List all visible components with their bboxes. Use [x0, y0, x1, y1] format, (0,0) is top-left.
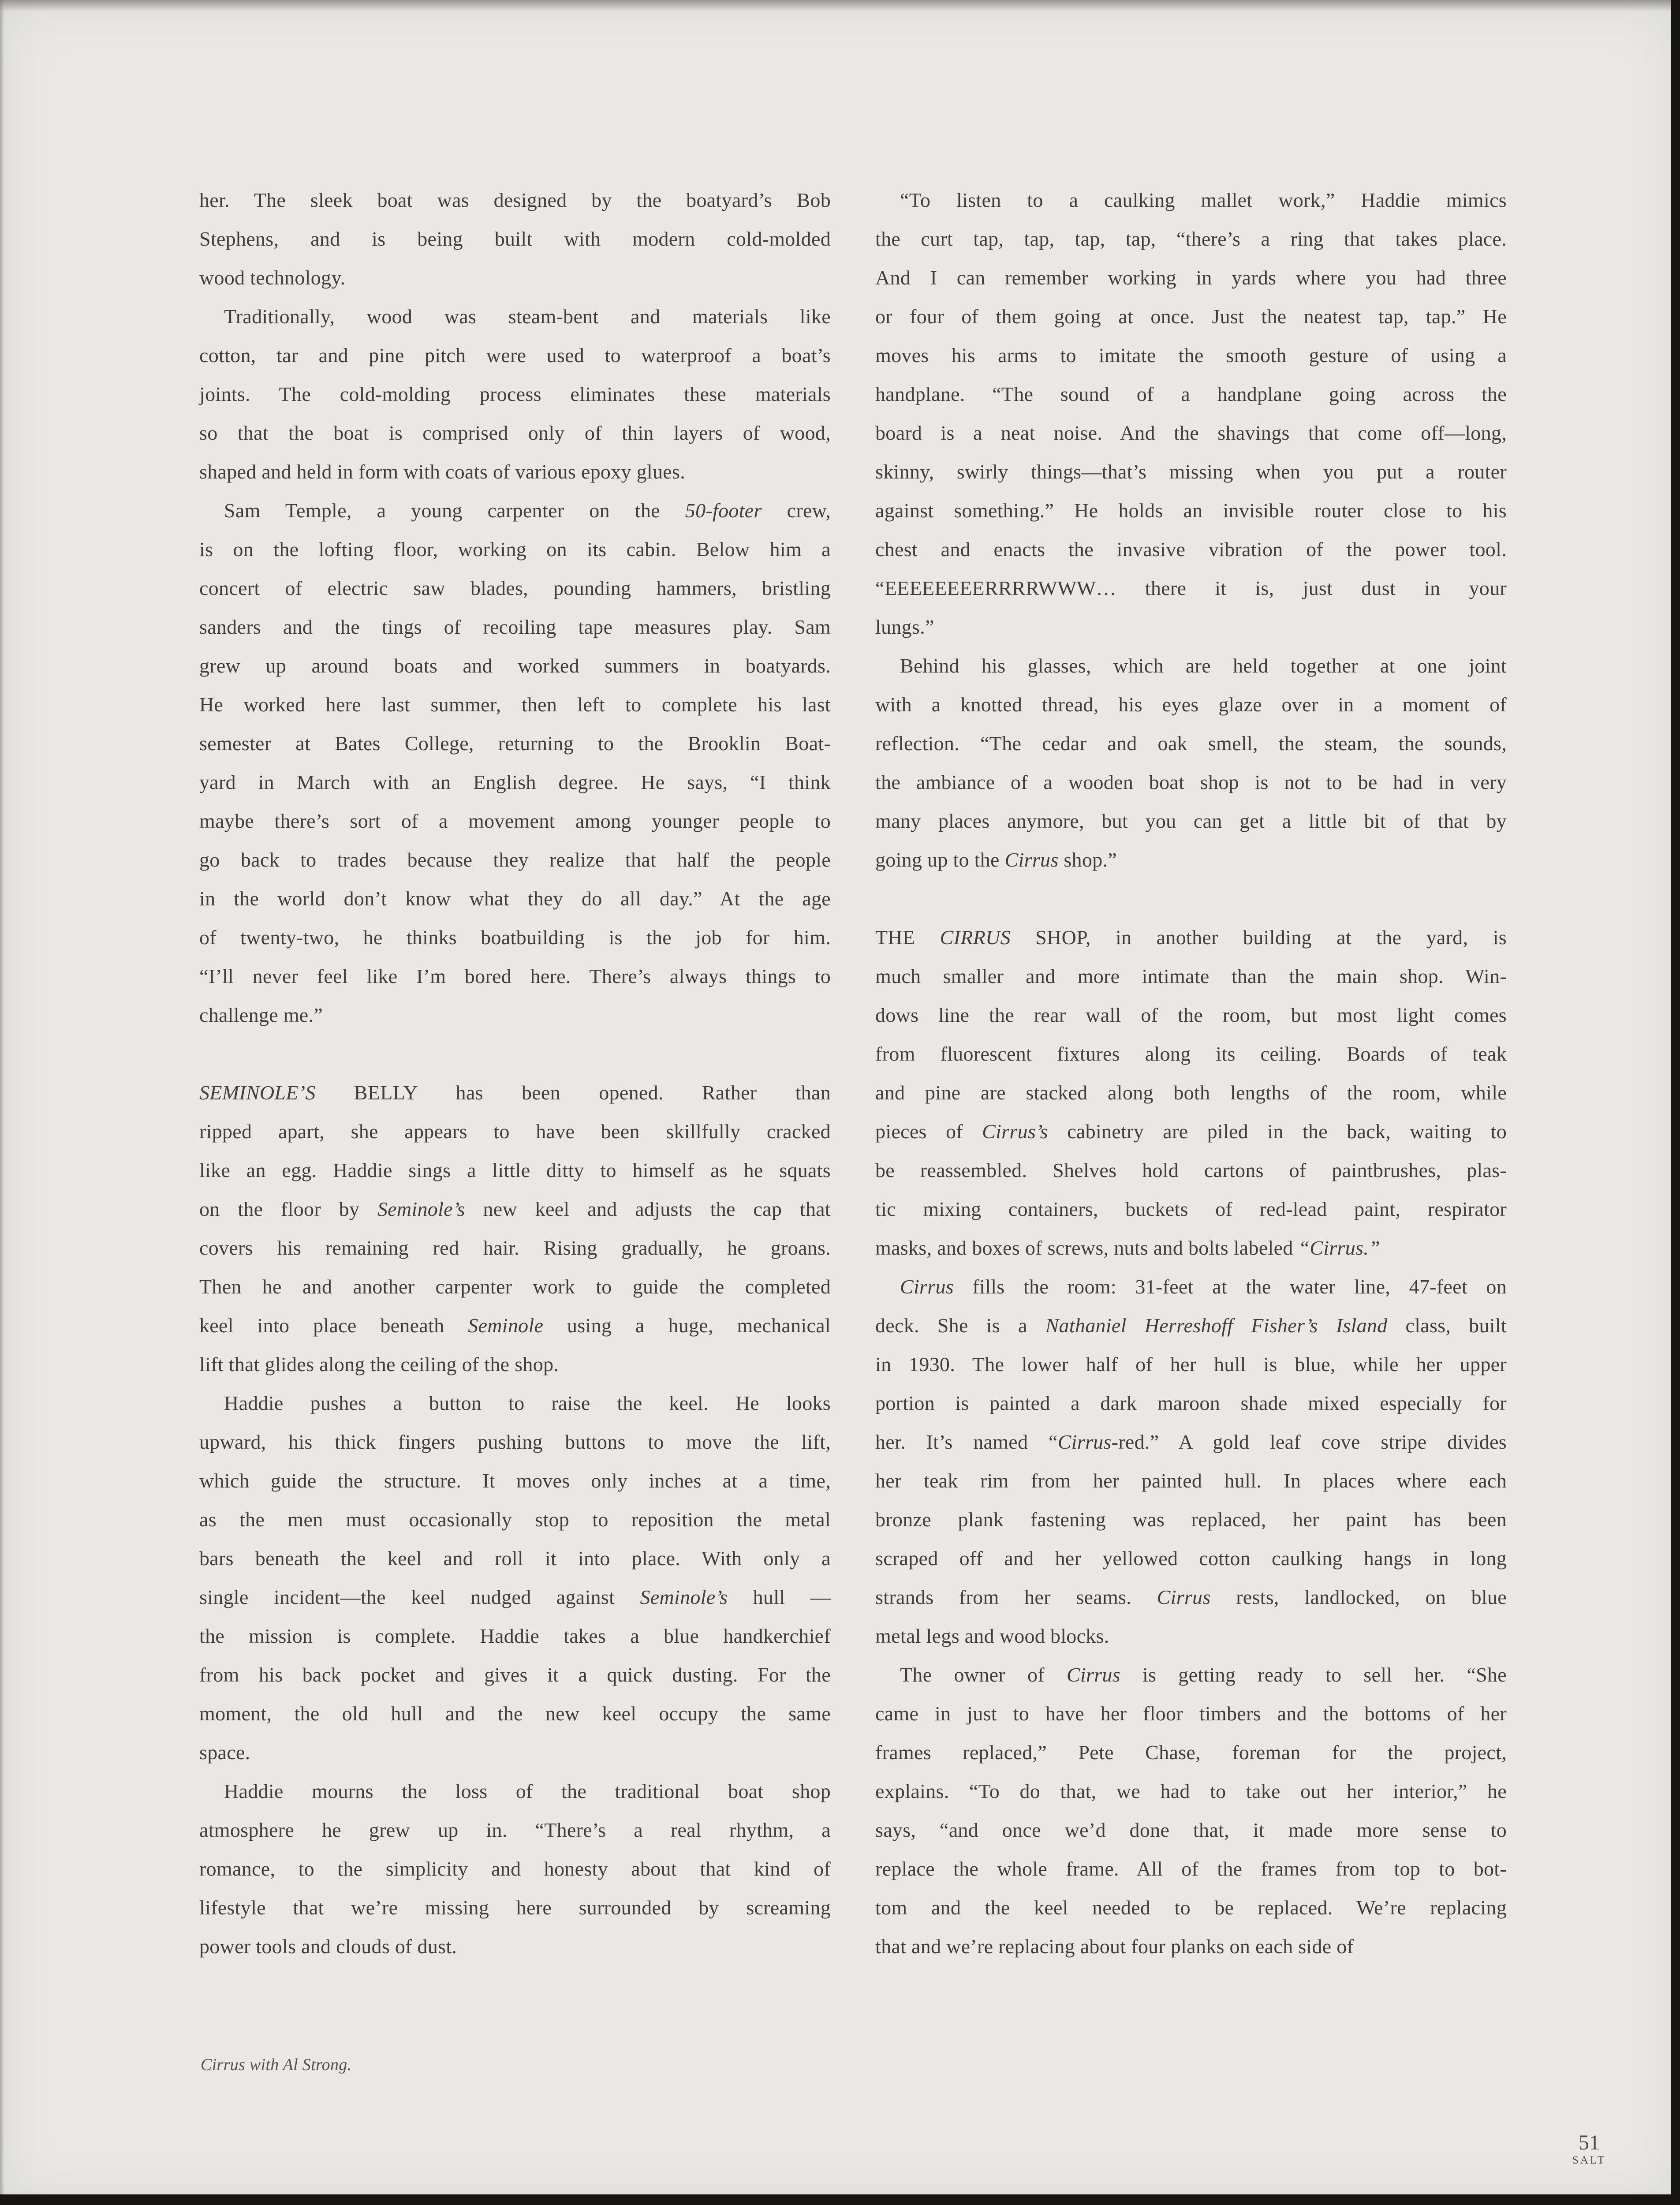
page-number: 51	[1579, 2131, 1600, 2154]
text-line: so that the boat is comprised only of thin layers of wood,	[199, 422, 831, 444]
text-line: single incident—the keel nudged against Seminole’s hull —	[199, 1586, 831, 1608]
text-line: from his back pocket and gives it a quick dusting. For the	[199, 1663, 831, 1686]
text-line: upward, his thick fingers pushing buttons to move the lift,	[199, 1431, 831, 1453]
paragraph	[875, 918, 1507, 1267]
text-column-left	[199, 181, 831, 1966]
text-line: masks, and boxes of screws, nuts and bolts labeled “Cirrus.”	[875, 1237, 1380, 1259]
text-line: in the world don’t know what they do all day.” At the age	[199, 887, 831, 910]
paragraph	[199, 491, 831, 1035]
text-line: moment, the old hull and the new keel occupy the same	[199, 1702, 831, 1725]
text-line: Sam Temple, a young carpenter on the 50-footer crew,	[224, 499, 831, 522]
text-line: bronze plank fastening was replaced, her paint has been	[875, 1508, 1507, 1531]
text-line: tic mixing containers, buckets of red-lead paint, respirator	[875, 1198, 1507, 1220]
text-line: going up to the Cirrus shop.”	[875, 848, 1117, 871]
text-line: wood technology.	[199, 266, 346, 289]
text-line: replace the whole frame. All of the frames from top to bot-	[875, 1857, 1507, 1880]
text-line: pieces of Cirrus’s cabinetry are piled in the back, waiting to	[875, 1120, 1507, 1143]
text-line: with a knotted thread, his eyes glaze over in a moment of	[875, 693, 1507, 716]
text-line: like an egg. Haddie sings a little ditty to himself as he squats	[199, 1159, 831, 1181]
text-line: the ambiance of a wooden boat shop is not to be had in very	[875, 771, 1507, 793]
text-line: handplane. “The sound of a handplane going across the	[875, 383, 1507, 405]
text-line: says, “and once we’d done that, it made more sense to	[875, 1819, 1507, 1841]
text-line: moves his arms to imitate the smooth gesture of using a	[875, 344, 1507, 366]
text-line: the mission is complete. Haddie takes a blue handkerchief	[199, 1625, 831, 1647]
text-line: bars beneath the keel and roll it into place. With only a	[199, 1547, 831, 1570]
text-line: is on the lofting floor, working on its cabin. Below him a	[199, 538, 831, 561]
magazine-name: SALT	[1572, 2154, 1606, 2166]
paragraph	[199, 1384, 831, 1772]
text-line: tom and the keel needed to be replaced. We’re replacing	[875, 1896, 1507, 1919]
text-line: lifestyle that we’re missing here surrounded by screaming	[199, 1896, 831, 1919]
text-line: or four of them going at once. Just the neatest tap, tap.” He	[875, 305, 1507, 328]
scan-edge-top	[0, 0, 1680, 11]
text-line: romance, to the simplicity and honesty about that kind of	[199, 1857, 831, 1880]
text-line: He worked here last summer, then left to complete his last	[199, 693, 831, 716]
text-line: skinny, swirly things—that’s missing when you put a router	[875, 460, 1507, 483]
text-line: Cirrus fills the room: 31-feet at the water line, 47-feet on	[900, 1275, 1507, 1298]
text-line: Then he and another carpenter work to guide the completed	[199, 1275, 831, 1298]
text-line: power tools and clouds of dust.	[199, 1935, 457, 1958]
text-line: joints. The cold-molding process eliminates these materials	[199, 383, 831, 405]
text-line: metal legs and wood blocks.	[875, 1625, 1109, 1647]
text-line: explains. “To do that, we had to take out her interior,” he	[875, 1780, 1507, 1802]
text-line: in 1930. The lower half of her hull is blue, while her upper	[875, 1353, 1507, 1375]
text-line: be reassembled. Shelves hold cartons of paintbrushes, plas-	[875, 1159, 1507, 1181]
text-line: ripped apart, she appears to have been skillfully cracked	[199, 1120, 831, 1143]
text-line: Behind his glasses, which are held together at one joint	[900, 654, 1507, 677]
text-line: space.	[199, 1741, 250, 1764]
text-line: THE CIRRUS SHOP, in another building at the yard, is	[875, 926, 1507, 949]
text-line: “EEEEEEEERRRRWWW… there it is, just dust in your	[875, 577, 1507, 599]
paragraph	[875, 1267, 1507, 1656]
text-line: semester at Bates College, returning to the Brooklin Boat-	[199, 732, 831, 755]
text-line: “I’ll never feel like I’m bored here. There’s always things to	[199, 965, 831, 987]
text-line: on the floor by Seminole’s new keel and adjusts the cap that	[199, 1198, 831, 1220]
text-line: Traditionally, wood was steam-bent and materials like	[224, 305, 831, 328]
text-line: covers his remaining red hair. Rising gradually, he groans.	[199, 1237, 831, 1259]
text-line: Haddie mourns the loss of the traditional boat shop	[224, 1780, 831, 1802]
text-line: cotton, tar and pine pitch were used to waterproof a boat’s	[199, 344, 831, 366]
text-line: “To listen to a caulking mallet work,” Haddie mimics	[900, 189, 1507, 211]
paragraph	[199, 297, 831, 491]
text-line: dows line the rear wall of the room, but most light comes	[875, 1004, 1507, 1026]
text-line: grew up around boats and worked summers in boatyards.	[199, 654, 831, 677]
text-line: maybe there’s sort of a movement among younger people to	[199, 810, 831, 832]
text-line: atmosphere he grew up in. “There’s a real rhythm, a	[199, 1819, 831, 1841]
text-line: many places anymore, but you can get a little bit of that by	[875, 810, 1507, 832]
text-line: deck. She is a Nathaniel Herreshoff Fisher’s Island class, built	[875, 1314, 1507, 1337]
text-line: board is a neat noise. And the shavings that come off—long,	[875, 422, 1507, 444]
text-line: lungs.”	[875, 616, 934, 638]
text-line: her. The sleek boat was designed by the boatyard’s Bob	[199, 189, 831, 211]
text-line: The owner of Cirrus is getting ready to sell her. “She	[900, 1663, 1507, 1686]
text-line: lift that glides along the ceiling of the shop.	[199, 1353, 559, 1375]
text-line: of twenty-two, he thinks boatbuilding is the job for him.	[199, 926, 831, 949]
text-line: strands from her seams. Cirrus rests, landlocked, on blue	[875, 1586, 1507, 1608]
text-line: from fluorescent fixtures along its ceiling. Boards of teak	[875, 1043, 1507, 1065]
photo-caption: Cirrus with Al Strong.	[201, 2056, 352, 2074]
text-line: frames replaced,” Pete Chase, foreman for the project,	[875, 1741, 1507, 1764]
paragraph	[199, 1073, 831, 1384]
text-line: her. It’s named “Cirrus-red.” A gold leaf cove stripe divides	[875, 1431, 1507, 1453]
text-line: sanders and the tings of recoiling tape measures play. Sam	[199, 616, 831, 638]
text-line: the curt tap, tap, tap, tap, “there’s a ring that takes place.	[875, 228, 1507, 250]
text-line: SEMINOLE’S BELLY has been opened. Rather than	[199, 1081, 831, 1104]
paragraph	[199, 1772, 831, 1966]
scan-edge-bottom	[0, 2194, 1680, 2205]
scan-edge-left	[0, 0, 4, 2205]
text-line: And I can remember working in yards where you had three	[875, 266, 1507, 289]
text-line: reflection. “The cedar and oak smell, the steam, the sounds,	[875, 732, 1507, 755]
scan-edge-right	[1671, 0, 1680, 2205]
text-line: as the men must occasionally stop to reposition the metal	[199, 1508, 831, 1531]
text-line: came in just to have her floor timbers and the bottoms of her	[875, 1702, 1507, 1725]
text-line: her teak rim from her painted hull. In places where each	[875, 1469, 1507, 1492]
text-line: much smaller and more intimate than the main shop. Win-	[875, 965, 1507, 987]
text-column-right	[875, 181, 1507, 1966]
text-line: shaped and held in form with coats of various epoxy glues.	[199, 460, 685, 483]
paragraph	[875, 647, 1507, 879]
paragraph	[875, 181, 1507, 647]
paragraph	[199, 181, 831, 297]
text-line: go back to trades because they realize that half the people	[199, 848, 831, 871]
text-line: challenge me.”	[199, 1004, 323, 1026]
text-line: concert of electric saw blades, pounding hammers, bristling	[199, 577, 831, 599]
text-line: yard in March with an English degree. He says, “I think	[199, 771, 831, 793]
text-line: scraped off and her yellowed cotton caulking hangs in long	[875, 1547, 1507, 1570]
text-line: against something.” He holds an invisible router close to his	[875, 499, 1507, 522]
text-line: which guide the structure. It moves only inches at a time,	[199, 1469, 831, 1492]
text-line: keel into place beneath Seminole using a huge, mechanical	[199, 1314, 831, 1337]
paragraph	[875, 1656, 1507, 1966]
text-line: Haddie pushes a button to raise the keel. He looks	[224, 1392, 831, 1414]
page-footer	[1545, 2132, 1633, 2166]
text-line: and pine are stacked along both lengths of the room, while	[875, 1081, 1507, 1104]
text-line: chest and enacts the invasive vibration of the power tool.	[875, 538, 1507, 561]
text-line: portion is painted a dark maroon shade mixed especially for	[875, 1392, 1507, 1414]
text-line: that and we’re replacing about four planks on each side of	[875, 1935, 1354, 1958]
text-line: Stephens, and is being built with modern cold-molded	[199, 228, 831, 250]
